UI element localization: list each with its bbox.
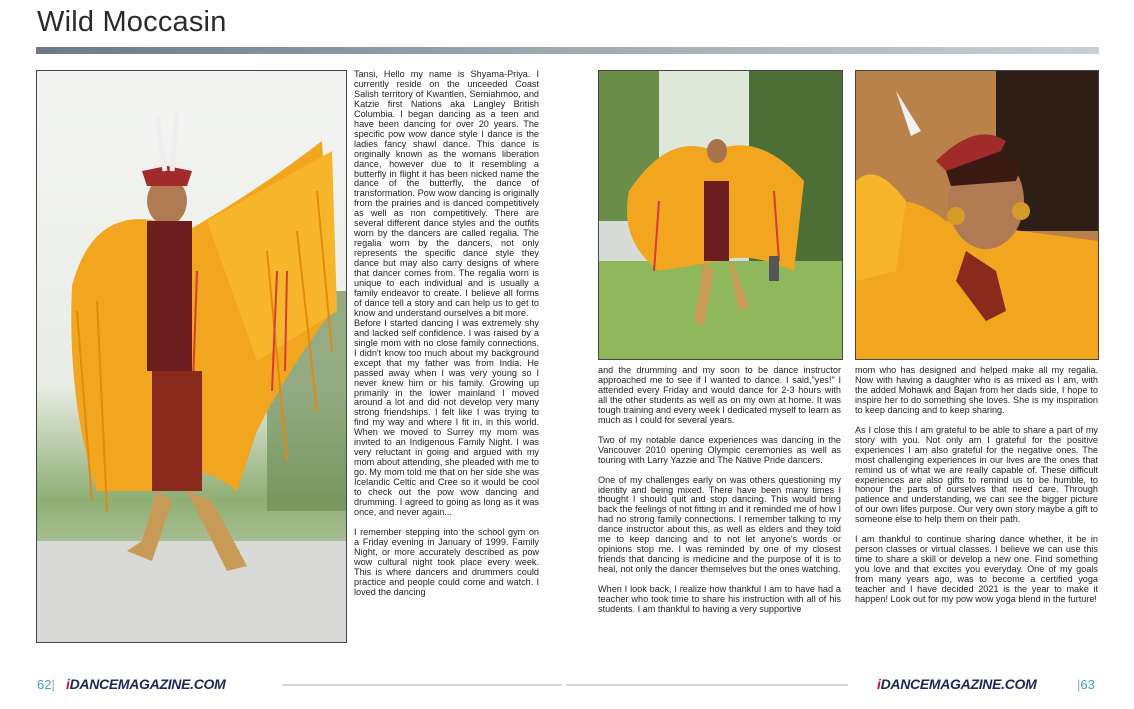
paragraph: Tansi, Hello my name is Shyama-Priya. I currently reside on the unceeded Coast Salish territory of Kwantlen, Semiahmoo, and Katzie first Nations aka Langley British Columbia. I began dancing as a teen and have been dancing for over 20 years. The specific pow wow dance style I dance is the ladies fancy shawl dance. This dance is originally known as the womans liberation dance, however due to it resembling a butterfly in flight it has been nicked name the dance of the butterfly, the dance of transformation. Pow wow dancing is originally from the prairies and is danced competitively as well as non competitively. There are several different dance styles and the outfits worn by the dancers are called regalia. The regalia worn by the dancers, not only represents the specific dance style they dance but may also carry designs of where that dancer comes from. The regalia worn is unique to each individual and is usually a family endeavor to create. I believe all forms of dance tell a story and can help us to get to know and understand ourselves a bit more.: [354, 69, 539, 318]
dancer-photo-middle: [598, 70, 843, 360]
magazine-section-title: Wild Moccasin: [37, 6, 227, 38]
brand-logo-left: [66, 676, 226, 692]
paragraph: and the drumming and my soon to be dance instructor approached me to see if I wanted to dance. I said,"yes!" I attended every Friday and would dance for 2-3 hours with all the other students as well as on my own at home. It was tough training and every week I dedicated myself to learn as much as I could for several years.: [598, 365, 841, 425]
brand-logo-text: DANCEMAGAZINE.COM: [880, 676, 1037, 692]
title-divider-bar: [36, 47, 1099, 54]
paragraph: Before I started dancing I was extremely shy and lacked self confidence. I was raised by a single mom with no close family connections. I didn't know too much about my background except that my father was from India. He passed away when I was very young so I never knew him or his family. Growing up primarily in the lower mainland I moved around a lot and did not develop very many strong friendships. I felt like I was trying to find my way and where I fit in, in this world. When we moved to Surrey my mom was invited to an Indigenous Family Night. I was very reluctant in going and argued with my mom about attending, she pleaded with me to go. My mom told me that on her side she was Icelandic Celtic and Cree so it would be cool to check out the pow wow dancing and drumming. I agreed to going as long as it was once, and never again...: [354, 317, 539, 517]
paragraph: Two of my notable dance experiences was dancing in the Vancouver 2010 opening Olympic ceremonies as well as touring with Larry Yazzie and The Native Pride dancers.: [598, 434, 841, 465]
paragraph: One of my challenges early on was others questioning my identity and being mixed. There have been many times I thought I should quit and stop dancing. This would bring back the feelings of not fitting in and it reminded me of how I had no strong family connections. I remember talking to my dance instructor about this, as well as elders and they told me to keep dancing and to not let anyone's words or opinions stop me. I was reminded by one of my closest friends that dancing is medicine and the purpose of it is to heal, not only the dancer themselves but the ones watching.: [598, 474, 841, 575]
paragraph: I am thankful to continue sharing dance whether, it be in person classes or virtual classes. I believe we can use this time to share a skill or develop a new one. Find something you love and that excites you everyday. One of my goals from many years ago, was to become a certified yoga teacher and I have decided 2021 is the year to make it happen! Look out for my pow wow yoga blend in the furture!: [855, 534, 1098, 605]
brand-logo-i: i: [66, 676, 70, 692]
page-number-left: 62|: [37, 677, 55, 692]
footer-divider-right: [566, 684, 848, 686]
brand-logo-text: DANCEMAGAZINE.COM: [69, 676, 226, 692]
footer-divider-left: [282, 684, 562, 686]
page-number-right: |63: [1077, 677, 1095, 692]
article-column-3: [855, 366, 1098, 615]
paragraph: mom who has designed and helped make all my regalia. Now with having a daughter who is as mixed as I am, with the added Mohawk and Bajan from her dads side, I hope to inspire her to do something she loves. She is my inspiration to keep dancing and to keep sharing.: [855, 365, 1098, 415]
dancer-photo-right: [855, 70, 1099, 360]
dancer-photo-right-image: [856, 71, 1098, 359]
paragraph: I remember stepping into the school gym on a Friday evening in January of 1999. Family Night, or more accurately described as pow wow cultural night took place every week. This is where dancers and drummers could practice and people could come and watch. I loved the dancing: [354, 526, 539, 597]
brand-logo-right: [877, 676, 1037, 692]
paragraph: As I close this I am grateful to be able to share a part of my story with you. Not only am I grateful for the positive experiences I am also grateful for the negative ones. The most challenging experiences in our lives are the ones that remind us of what we are really capable of. These difficult experiences are also gifts to remind us to be humble, to honour the parts of ourselves that need care. Through patience and understanding, we can see the bigger picture of our own lifes purpose. Our very own story maybe a gift to someone else to help them on their path.: [855, 424, 1098, 525]
brand-logo-i: i: [877, 676, 881, 692]
article-column-2: [598, 366, 841, 625]
paragraph: When I look back, I realize how thankful I am to have had a teacher who took time to share his instruction with all of his students. I am thankful to having a very supportive: [598, 584, 841, 615]
article-column-1: [354, 70, 539, 608]
dancer-photo-left-image: [37, 71, 346, 642]
dancer-photo-middle-image: [599, 71, 842, 359]
dancer-photo-left: [36, 70, 347, 643]
